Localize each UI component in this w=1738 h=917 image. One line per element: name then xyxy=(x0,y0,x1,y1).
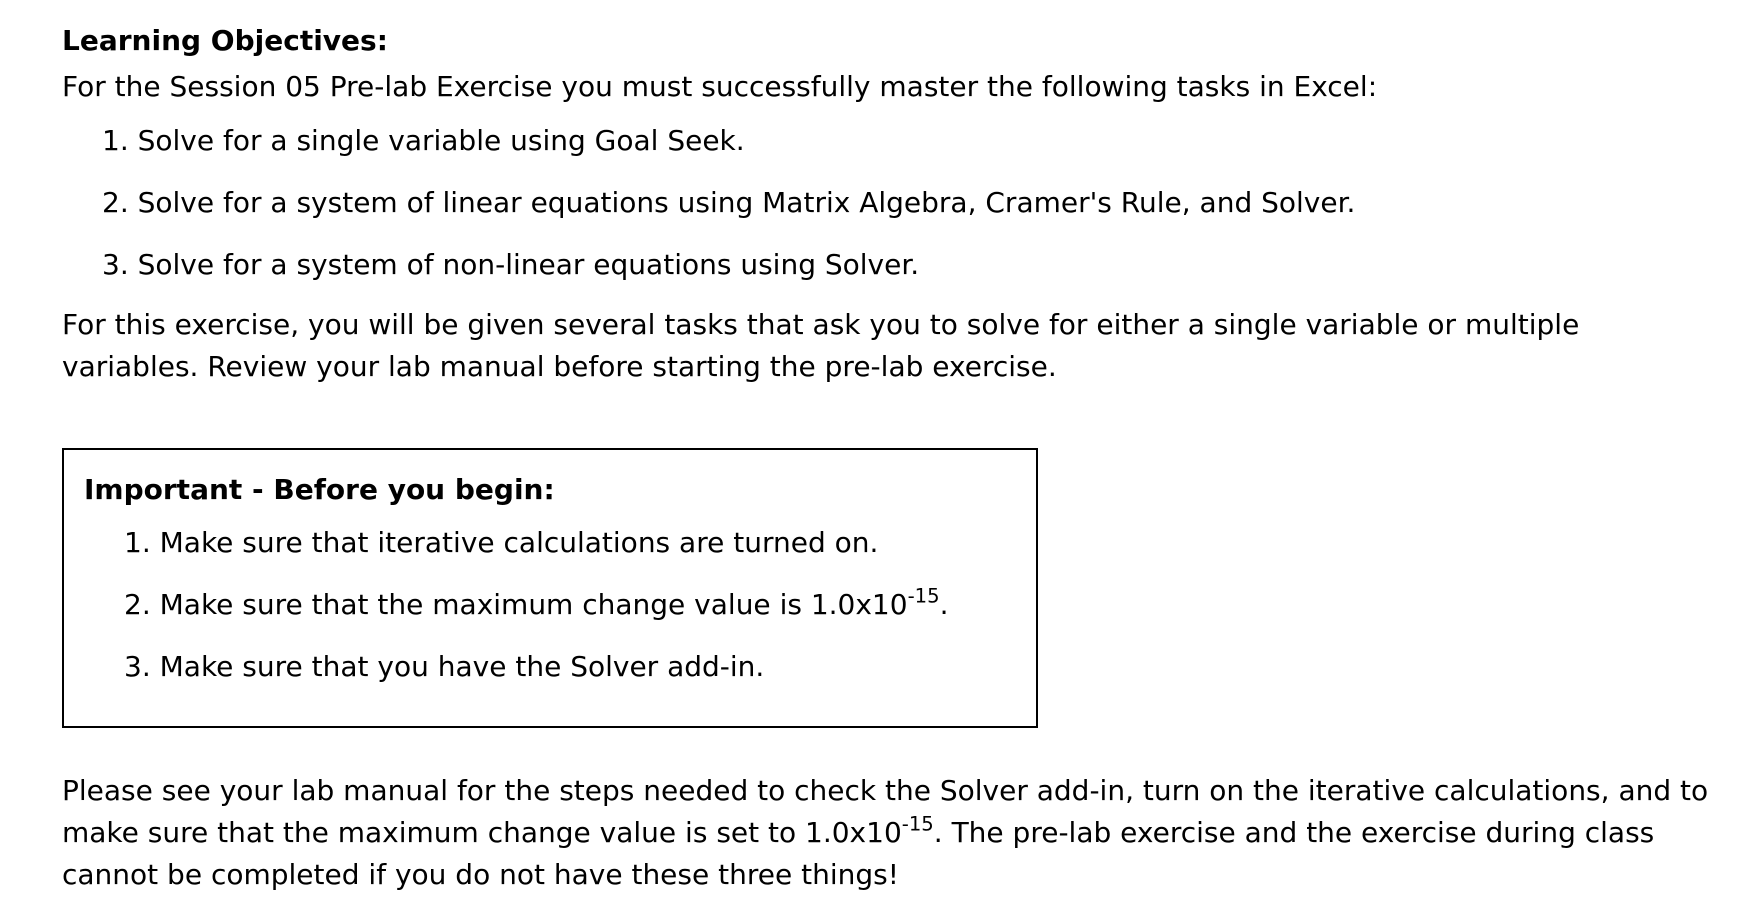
important-item xyxy=(124,636,1036,698)
exponent-superscript: -15 xyxy=(907,584,940,608)
important-item-text: Make sure that the maximum change value is 1.0x10 xyxy=(159,588,908,621)
important-heading: Important - Before you begin: xyxy=(84,473,555,506)
objective-item xyxy=(102,234,1732,296)
objective-item xyxy=(102,172,1732,234)
objective-text: Solve for a single variable using Goal Seek. xyxy=(137,124,745,157)
exercise-description: For this exercise, you will be given several tasks that ask you to solve for either a single variable or multiple variables. Review your lab manual before starting the pre-lab exercise. xyxy=(62,308,1580,383)
closing-text-end: . The pre-lab exercise and the exercise during class cannot be completed if you do not have these three things! xyxy=(62,816,1655,891)
objective-item xyxy=(102,110,1732,172)
objective-number: 2. xyxy=(102,186,129,219)
important-item xyxy=(124,512,1036,574)
important-item-number: 3. xyxy=(124,650,151,683)
document-body xyxy=(62,18,1732,891)
exponent-superscript: -15 xyxy=(901,812,934,836)
closing-paragraph xyxy=(62,770,1738,896)
objective-text: Solve for a system of non-linear equations using Solver. xyxy=(137,248,920,281)
important-item-number: 1. xyxy=(124,526,151,559)
important-item-number: 2. xyxy=(124,588,151,621)
important-item-suffix: . xyxy=(939,588,949,621)
important-item xyxy=(124,574,1036,636)
objectives-list xyxy=(62,110,1732,296)
important-item-text: Make sure that iterative calculations are turned on. xyxy=(159,526,879,559)
important-item-text: Make sure that you have the Solver add-in. xyxy=(159,650,765,683)
important-list xyxy=(84,512,1036,698)
important-callout-box xyxy=(62,448,1038,728)
learning-objectives-heading: Learning Objectives: xyxy=(62,24,388,57)
closing-text-start: Please see your lab manual for the steps needed to check the Solver add-in, turn on the iterative calculations, and to make sure that the maximum change value is set to 1.0x10 xyxy=(62,774,1709,849)
learning-objectives-intro: For the Session 05 Pre-lab Exercise you must successfully master the following tasks in Excel: xyxy=(62,70,1378,103)
objective-text: Solve for a system of linear equations using Matrix Algebra, Cramer's Rule, and Solver. xyxy=(137,186,1356,219)
objective-number: 3. xyxy=(102,248,129,281)
objective-number: 1. xyxy=(102,124,129,157)
